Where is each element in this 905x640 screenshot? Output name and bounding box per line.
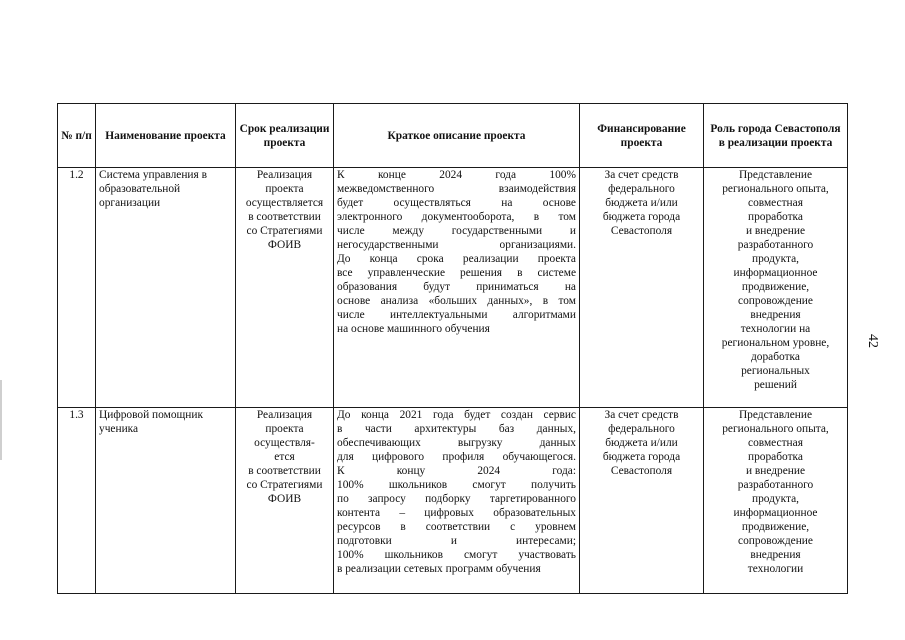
text-line: технологии	[747, 563, 804, 575]
text-line: в соответствии	[248, 465, 321, 477]
text-line: ется	[274, 451, 295, 463]
text-line: проработка	[748, 451, 803, 463]
text-line: осуществляется	[245, 197, 324, 209]
text-line: До конца 2021 года будет создан сервис	[337, 409, 576, 421]
text-line: электронного документооборота, в том	[337, 211, 576, 223]
header-name: Наименование проекта	[96, 104, 236, 168]
header-period: Срок реализации проекта	[236, 104, 334, 168]
scan-edge-mark	[0, 380, 2, 460]
table-row	[58, 168, 848, 408]
text-line: До конца срока реализации проекта	[337, 253, 576, 265]
text-line: основе анализа «больших данных», в том	[337, 295, 576, 307]
project-name	[96, 168, 236, 408]
project-role	[704, 408, 848, 594]
text-line: разработанного	[737, 479, 814, 491]
project-description	[334, 168, 580, 408]
text-line: осуществля-	[254, 437, 315, 449]
text-line: технологии на	[740, 323, 811, 335]
text-line: бюджета и/или	[605, 437, 678, 449]
text-line: подготовки и интересами;	[337, 535, 576, 547]
text-line: в части архитектуры баз данных,	[337, 423, 576, 435]
text-line: регионального опыта,	[722, 423, 829, 435]
text-line: проработка	[748, 211, 803, 223]
text-line: Представление	[738, 169, 813, 181]
text-line: и внедрение	[745, 225, 806, 237]
text-line: Реализация	[256, 169, 313, 181]
table-row	[58, 408, 848, 594]
header-description: Краткое описание проекта	[334, 104, 580, 168]
project-funding	[580, 408, 704, 594]
text-line: региональных	[741, 365, 810, 377]
text-line: сопровождение	[738, 295, 813, 307]
page-number: 42	[865, 334, 880, 348]
text-line: числе между государственными и	[337, 225, 576, 237]
header-funding: Финансирование проекта	[580, 104, 704, 168]
text-line: со Стратегиями	[246, 479, 323, 491]
text-line: внедрения	[750, 309, 801, 321]
text-line: со Стратегиями	[246, 225, 323, 237]
project-funding	[580, 168, 704, 408]
row-number: 1.2	[58, 168, 96, 408]
text-line: 100% школьников смогут получить	[337, 479, 576, 491]
text-line: продукта,	[751, 253, 800, 265]
text-line: информационное	[733, 507, 818, 519]
text-line: Севастополя	[610, 225, 673, 237]
text-line: и внедрение	[745, 465, 806, 477]
text-line: федерального	[608, 183, 675, 195]
text-line: на основе машинного обучения	[337, 323, 490, 335]
text-line: проекта	[265, 423, 304, 435]
text-line: по запросу подборку таргетированного	[337, 493, 576, 505]
project-role	[704, 168, 848, 408]
table-header-row	[58, 104, 848, 168]
text-line: доработка	[751, 351, 800, 363]
text-line: сопровождение	[738, 535, 813, 547]
text-line: федерального	[608, 423, 675, 435]
text-line: в реализации сетевых программ обучения	[337, 563, 541, 575]
text-line: будет осуществляться на основе	[337, 197, 576, 209]
text-line: бюджета и/или	[605, 197, 678, 209]
text-line: региональном уровне,	[721, 337, 830, 349]
text-line: регионального опыта,	[722, 183, 829, 195]
text-line: негосударственными организациями.	[337, 239, 576, 251]
text-line: продвижение,	[741, 281, 810, 293]
text-line: контента – цифровых образовательных	[337, 507, 576, 519]
text-line: ФОИВ	[267, 239, 302, 251]
text-line: обеспечивающих выгрузку данных	[337, 437, 576, 449]
text-line: ученика	[99, 423, 139, 435]
text-line: За счет средств	[604, 409, 679, 421]
text-line: внедрения	[750, 549, 801, 561]
text-line: продукта,	[751, 493, 800, 505]
text-line: За счет средств	[604, 169, 679, 181]
text-line: Реализация	[256, 409, 313, 421]
text-line: бюджета города	[602, 211, 681, 223]
text-line: Цифровой помощник	[99, 409, 204, 421]
text-line: числе интеллектуальными алгоритмами	[337, 309, 576, 321]
text-line: все управленческие решения в системе	[337, 267, 576, 279]
project-period	[236, 168, 334, 408]
text-line: межведомственного взаимодействия	[337, 183, 576, 195]
text-line: Представление	[738, 409, 813, 421]
header-num: № п/п	[58, 104, 96, 168]
text-line: К конце 2024 года 100%	[337, 169, 576, 181]
text-line: совместная	[748, 437, 803, 449]
text-line: продвижение,	[741, 521, 810, 533]
text-line: решений	[754, 379, 797, 391]
text-line: в соответствии	[248, 211, 321, 223]
project-name	[96, 408, 236, 594]
project-period	[236, 408, 334, 594]
text-line: ресурсов в соответствии с уровнем	[337, 521, 576, 533]
text-line: К концу 2024 года:	[337, 465, 576, 477]
text-line: 100% школьников смогут участвовать	[337, 549, 576, 561]
text-line: ФОИВ	[267, 493, 302, 505]
row-number: 1.3	[58, 408, 96, 594]
text-line: для цифрового профиля обучающегося.	[337, 451, 576, 463]
text-line: организации	[99, 197, 161, 209]
text-line: Система управления в	[99, 169, 207, 181]
text-line: проекта	[265, 183, 304, 195]
text-line: бюджета города	[602, 451, 681, 463]
text-line: информационное	[733, 267, 818, 279]
text-line: разработанного	[737, 239, 814, 251]
text-line: образования будут приниматься на	[337, 281, 576, 293]
text-line: совместная	[748, 197, 803, 209]
header-role: Роль города Севастополя в реализации проекта	[704, 104, 848, 168]
text-line: Севастополя	[610, 465, 673, 477]
projects-table	[57, 103, 848, 594]
text-line: образовательной	[99, 183, 181, 195]
project-description	[334, 408, 580, 594]
